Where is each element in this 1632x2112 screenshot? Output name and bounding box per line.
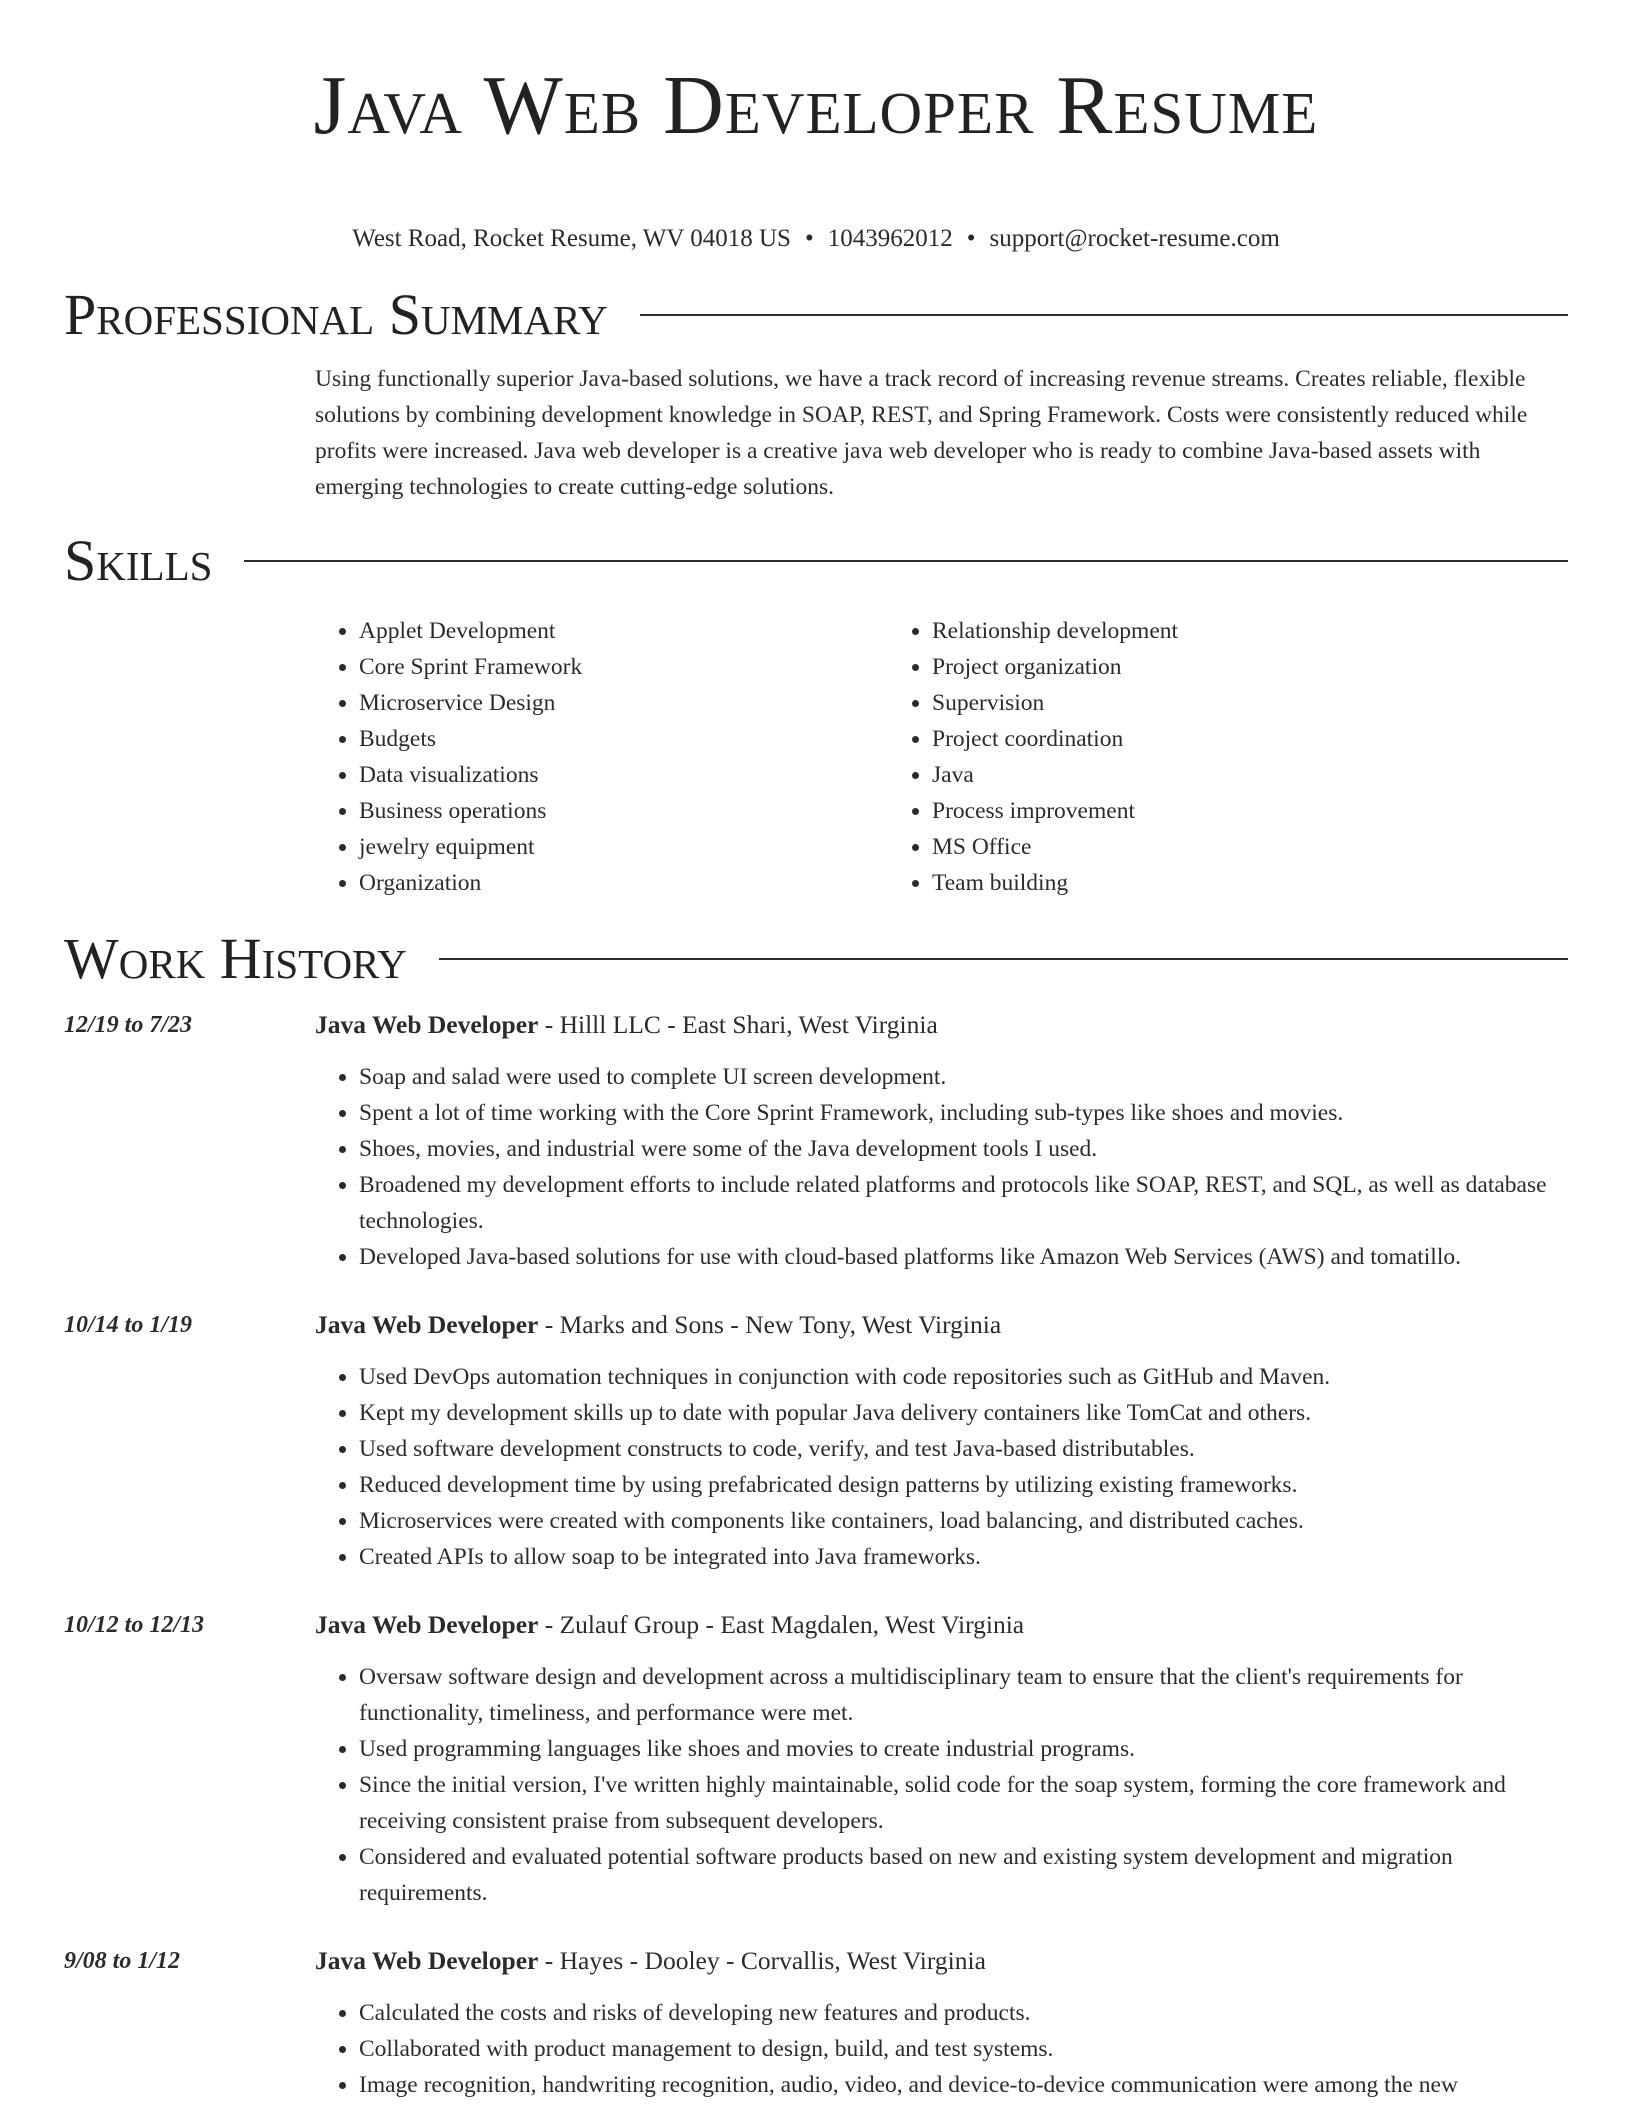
job-bullet: • Spent a lot of time working with the Core Sprint Framework, including sub-types like shoes and movies. [359, 1095, 1568, 1131]
job-dates: 10/14 to 1/19 [64, 1312, 193, 1338]
skill-item: • MS Office [932, 829, 1488, 865]
job-details: - Hilll LLC - East Shari, West Virginia [538, 1010, 938, 1039]
job-bullet: • Oversaw software design and development across a multidisciplinary team to ensure that the client's requirements for functionality, timeliness, and performance were met. [359, 1659, 1568, 1731]
job-bullet: • Kept my development skills up to date with popular Java delivery containers like TomCat and others. [359, 1395, 1568, 1431]
summary-heading: Professional Summary [64, 282, 608, 347]
skills-column-right [888, 613, 1488, 901]
job-entry [64, 1943, 1568, 2103]
job-bullet: • Since the initial version, I've written highly maintainable, solid code for the soap system, forming the core framework and receiving consistent praise from subsequent developers. [359, 1767, 1568, 1839]
job-bullet: • Used DevOps automation techniques in conjunction with code repositories such as GitHub and Maven. [359, 1359, 1568, 1395]
skill-item: • Organization [359, 865, 888, 901]
job-dates: 10/12 to 12/13 [64, 1612, 205, 1638]
job-header [315, 1607, 1568, 1643]
skill-item: • Project organization [932, 649, 1488, 685]
skills-heading: Skills [64, 528, 213, 593]
summary-section-header [64, 283, 1568, 347]
job-role: Java Web Developer [315, 1610, 539, 1639]
summary-text: Using functionally superior Java-based solutions, we have a track record of increasing revenue streams. Creates reliable, flexible solutions by combining development knowledge in SOAP, REST, and Spring Framework. Costs were consistently reduced while profits were increased. Java web developer is a creative java web developer who is ready to combine Java-based assets with emerging technologies to create cutting-edge solutions. [315, 366, 1528, 500]
skills-column-left [315, 613, 888, 901]
skill-item: • Project coordination [932, 721, 1488, 757]
contact-phone: 1043962012 [827, 225, 953, 252]
work-section-header [64, 927, 1568, 991]
contact-separator: • [966, 225, 976, 252]
job-bullet: • Microservices were created with components like containers, load balancing, and distributed caches. [359, 1503, 1568, 1539]
skill-item: • Relationship development [932, 613, 1488, 649]
skill-item: • Business operations [359, 793, 888, 829]
job-details: - Hayes - Dooley - Corvallis, West Virginia [538, 1946, 986, 1975]
skill-item: • Java [932, 757, 1488, 793]
job-role: Java Web Developer [315, 1946, 539, 1975]
summary-body [315, 361, 1568, 505]
resume-title: Java Web Developer Resume [313, 59, 1319, 152]
contact-address: West Road, Rocket Resume, WV 04018 US [352, 225, 791, 252]
job-bullet: • Calculated the costs and risks of developing new features and products. [359, 1995, 1568, 2031]
skill-item: • Supervision [932, 685, 1488, 721]
job-bullets [315, 1659, 1568, 1911]
job-bullet: • Used software development constructs to code, verify, and test Java-based distributables. [359, 1431, 1568, 1467]
job-bullet: • Collaborated with product management to design, build, and test systems. [359, 2031, 1568, 2067]
job-bullets [315, 1059, 1568, 1275]
skill-item: • Budgets [359, 721, 888, 757]
job-bullet: • Reduced development time by using prefabricated design patterns by utilizing existing frameworks. [359, 1467, 1568, 1503]
skill-item: • Team building [932, 865, 1488, 901]
section-divider [244, 560, 1568, 562]
job-bullets [315, 1359, 1568, 1575]
job-bullet: • Developed Java-based solutions for use with cloud-based platforms like Amazon Web Services (AWS) and tomatillo. [359, 1239, 1568, 1275]
job-role: Java Web Developer [315, 1310, 539, 1339]
job-dates: 9/08 to 1/12 [64, 1948, 181, 1974]
skill-item: • Process improvement [932, 793, 1488, 829]
job-entry [64, 1307, 1568, 1575]
job-bullets [315, 1995, 1568, 2103]
skills-section-header [64, 529, 1568, 593]
job-role: Java Web Developer [315, 1010, 539, 1039]
job-bullet: • Soap and salad were used to complete UI screen development. [359, 1059, 1568, 1095]
job-header [315, 1007, 1568, 1043]
job-entry [64, 1607, 1568, 1911]
skill-item: • jewelry equipment [359, 829, 888, 865]
skills-list [315, 613, 1568, 901]
job-bullet: • Used programming languages like shoes and movies to create industrial programs. [359, 1731, 1568, 1767]
job-header [315, 1307, 1568, 1343]
job-header [315, 1943, 1568, 1979]
contact-email: support@rocket-resume.com [989, 225, 1280, 252]
contact-separator: • [804, 225, 814, 252]
job-bullet: • Created APIs to allow soap to be integrated into Java frameworks. [359, 1539, 1568, 1575]
job-bullet: • Considered and evaluated potential software products based on new and existing system development and migration requirements. [359, 1839, 1568, 1911]
job-details: - Marks and Sons - New Tony, West Virginia [538, 1310, 1002, 1339]
contact-line [64, 224, 1568, 254]
section-divider [439, 958, 1568, 960]
work-heading: Work History [64, 926, 407, 991]
section-divider [640, 314, 1568, 316]
job-details: - Zulauf Group - East Magdalen, West Virginia [538, 1610, 1025, 1639]
skill-item: • Applet Development [359, 613, 888, 649]
job-entry [64, 1007, 1568, 1275]
resume-page [64, 0, 1568, 2103]
skill-item: • Microservice Design [359, 685, 888, 721]
job-bullet: • Broadened my development efforts to include related platforms and protocols like SOAP, REST, and SQL, as well as database technologies. [359, 1167, 1568, 1239]
job-bullet: • Image recognition, handwriting recognition, audio, video, and device-to-device communication were among the new [359, 2067, 1568, 2103]
job-dates: 12/19 to 7/23 [64, 1012, 193, 1038]
skill-item: • Core Sprint Framework [359, 649, 888, 685]
job-bullet: • Shoes, movies, and industrial were some of the Java development tools I used. [359, 1131, 1568, 1167]
skill-item: • Data visualizations [359, 757, 888, 793]
